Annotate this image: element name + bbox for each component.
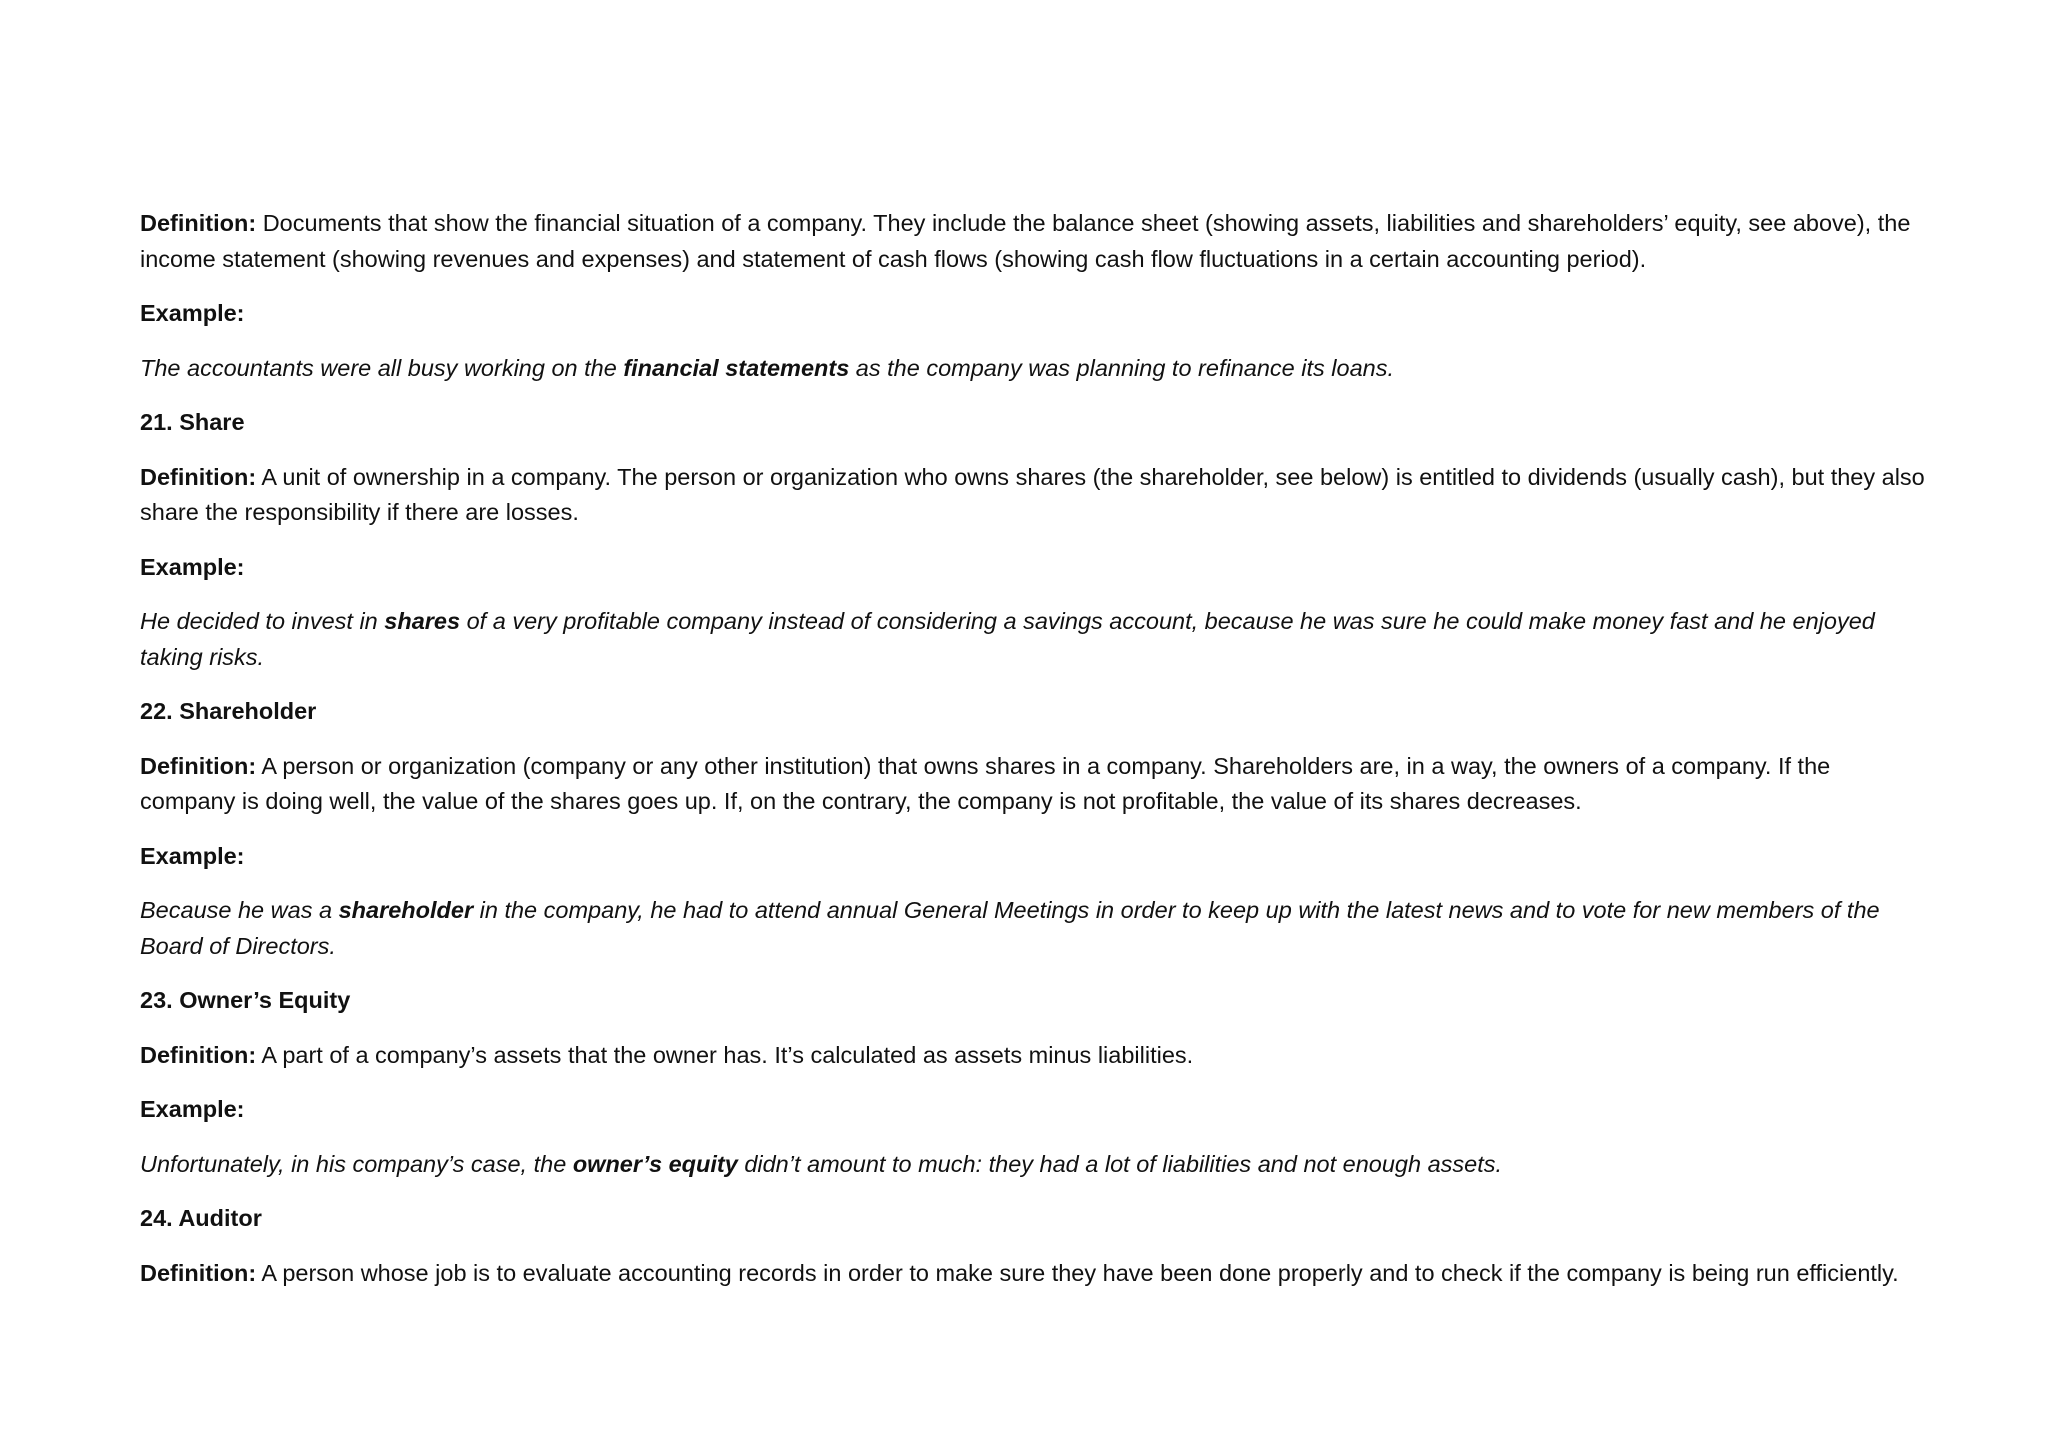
example-term: financial statements: [623, 354, 850, 381]
share-example: [140, 604, 1930, 675]
example-text-before: Unfortunately, in his company’s case, the: [140, 1150, 573, 1177]
shareholder-definition: [140, 749, 1930, 820]
definition-label: Definition:: [140, 1259, 257, 1286]
definition-text: Documents that show the financial situation of a company. They include the balance sheet (showing assets, liabilities and shareholders’ equity, see above), the income statement (showing revenues and expenses) and statement of cash flows (showing cash flow fluctuations in a certain accounting period).: [140, 210, 1911, 272]
example-label: Example:: [140, 300, 245, 326]
definition-text: A part of a company’s assets that the owner has. It’s calculated as assets minus liabilities.: [261, 1041, 1194, 1068]
example-term: owner’s equity: [572, 1150, 738, 1177]
intro-example-label: [140, 296, 1930, 332]
example-text-before: He decided to invest in: [140, 608, 385, 634]
definition-text: A unit of ownership in a company. The person or organization who owns shares (the shareholder, see below) is entitled to dividends (usually cash), but they also share the responsibility if there are losses.: [140, 463, 1925, 525]
owners-equity-definition: [140, 1038, 1930, 1074]
definition-label: Definition:: [140, 1041, 257, 1068]
example-text-after: as the company was planning to refinance its loans.: [849, 354, 1394, 381]
owners-equity-example: [140, 1147, 1930, 1183]
example-label: Example:: [140, 1096, 245, 1122]
intro-definition: [140, 206, 1930, 277]
definition-label: Definition:: [140, 752, 257, 779]
example-text-before: The accountants were all busy working on the: [140, 354, 624, 381]
example-text-before: Because he was a: [140, 897, 339, 923]
example-text-after: of a very profitable company instead of considering a savings account, because he was sure he could make money fast and he enjoyed taking risks.: [140, 608, 1875, 670]
shareholder-example: [140, 893, 1930, 964]
example-term: shares: [384, 608, 461, 634]
definition-text: A person or organization (company or any other institution) that owns shares in a company. Shareholders are, in a way, the owners of a company. If the company is doing well, the value of the shares goes up. If, on the contrary, the company is not profitable, the value of its shares decreases.: [140, 752, 1831, 814]
example-text-after: in the company, he had to attend annual General Meetings in order to keep up with the latest news and to vote for new members of the Board of Directors.: [140, 897, 1880, 959]
example-term: shareholder: [338, 897, 474, 923]
document-page: [140, 206, 1930, 1310]
term-heading-share: 21. Share: [140, 409, 245, 435]
term-heading-owners-equity: 23. Owner’s Equity: [140, 987, 351, 1013]
example-text-after: didn’t amount to much: they had a lot of liabilities and not enough assets.: [737, 1150, 1503, 1177]
definition-label: Definition:: [140, 463, 257, 490]
intro-example: [140, 351, 1930, 387]
example-label: Example:: [140, 553, 245, 580]
share-definition: [140, 460, 1930, 531]
definition-label: Definition:: [140, 210, 257, 236]
definition-text: A person whose job is to evaluate accounting records in order to make sure they have been done properly and to check if the company is being run efficiently.: [261, 1259, 1899, 1286]
owners-equity-example-label: [140, 1092, 1930, 1128]
shareholder-example-label: [140, 839, 1930, 875]
auditor-definition: [140, 1256, 1930, 1292]
share-example-label: [140, 550, 1930, 586]
term-heading-auditor: 24. Auditor: [140, 1205, 262, 1231]
term-heading-shareholder: 22. Shareholder: [140, 698, 317, 724]
example-label: Example:: [140, 842, 245, 869]
